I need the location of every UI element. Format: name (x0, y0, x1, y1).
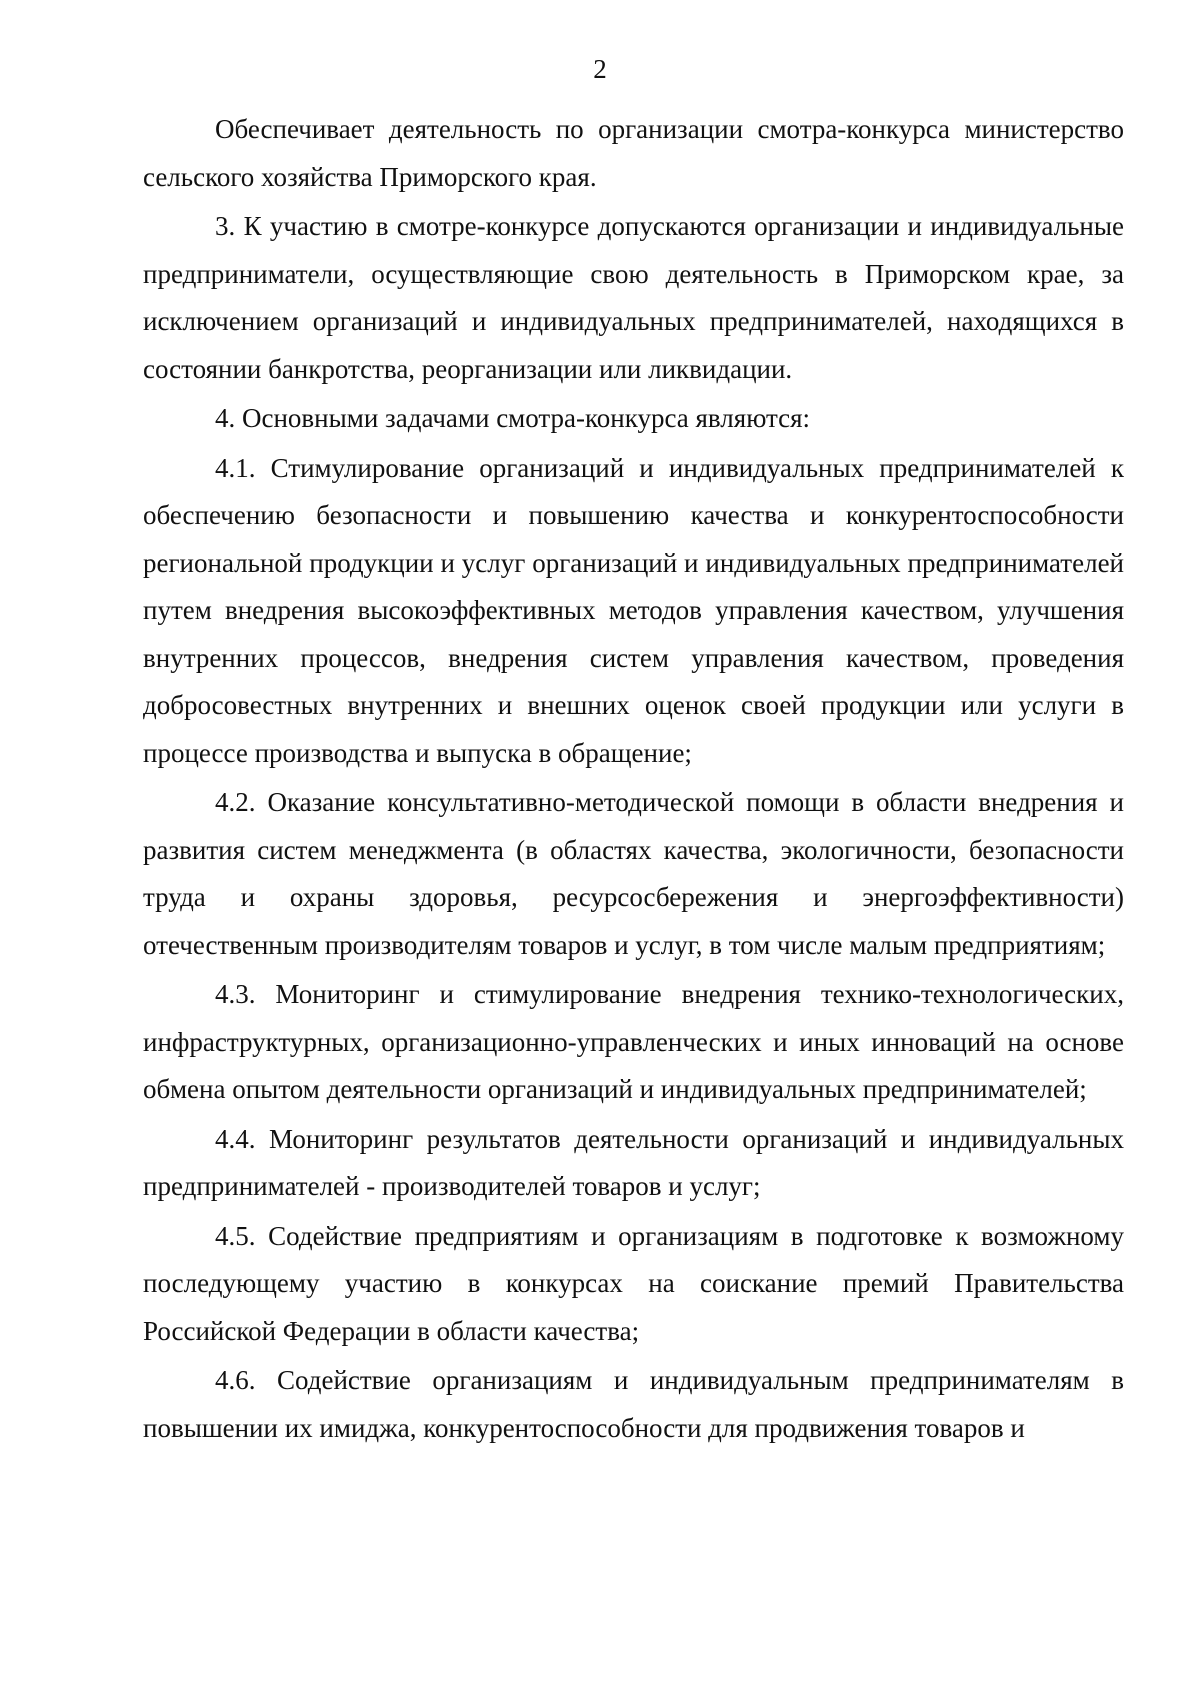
paragraph-3: 3. К участию в смотре-конкурсе допускаются организации и индивидуальные предприниматели, осуществляющие свою деятельность в Приморском крае, за исключением организаций и индивидуальных предпринимателей, находящихся в состоянии банкротства, реорганизации или ликвидации. (143, 211, 1124, 384)
paragraph-4: 4. Основными задачами смотра-конкурса являются: (215, 403, 811, 433)
document-body (143, 106, 1124, 1454)
page-number: 2 (593, 54, 607, 84)
paragraph-4-1: 4.1. Стимулирование организаций и индивидуальных предпринимателей к обеспечению безопасности и повышению качества и конкурентоспособности региональной продукции и услуг организаций и индивидуальных предпринимателей путем внедрения высокоэффективных методов управления качеством, улучшения внутренних процессов, внедрения систем управления качеством, проведения добросовестных внутренних и внешних оценок своей продукции или услуги в процессе производства и выпуска в обращение; (143, 452, 1124, 768)
paragraph-4-5: 4.5. Содействие предприятиям и организациям в подготовке к возможному последующему участию в конкурсах на соискание премий Правительства Российской Федерации в области качества; (143, 1220, 1124, 1346)
paragraph-4-3: 4.3. Мониторинг и стимулирование внедрения технико-технологических, инфраструктурных, организационно-управленческих и иных инноваций на основе обмена опытом деятельности организаций и индивидуальных предпринимателей; (143, 979, 1124, 1104)
paragraph-4-4: 4.4. Мониторинг результатов деятельности организаций и индивидуальных предпринимателей - производителей товаров и услуг; (143, 1123, 1124, 1201)
paragraph-4-2: 4.2. Оказание консультативно-методической помощи в области внедрения и развития систем менеджмента (в областях качества, экологичности, безопасности труда и охраны здоровья, ресурсосбережения и энергоэффективности) отечественным производителям товаров и услуг, в том числе малым предприятиям; (143, 787, 1124, 960)
paragraph-4-6: 4.6. Содействие организациям и индивидуальным предпринимателям в повышении их имиджа, конкурентоспособности для продвижения товаров и (143, 1365, 1124, 1443)
paragraph-intro: Обеспечивает деятельность по организации смотра-конкурса министерство сельского хозяйства Приморского края. (143, 114, 1124, 192)
